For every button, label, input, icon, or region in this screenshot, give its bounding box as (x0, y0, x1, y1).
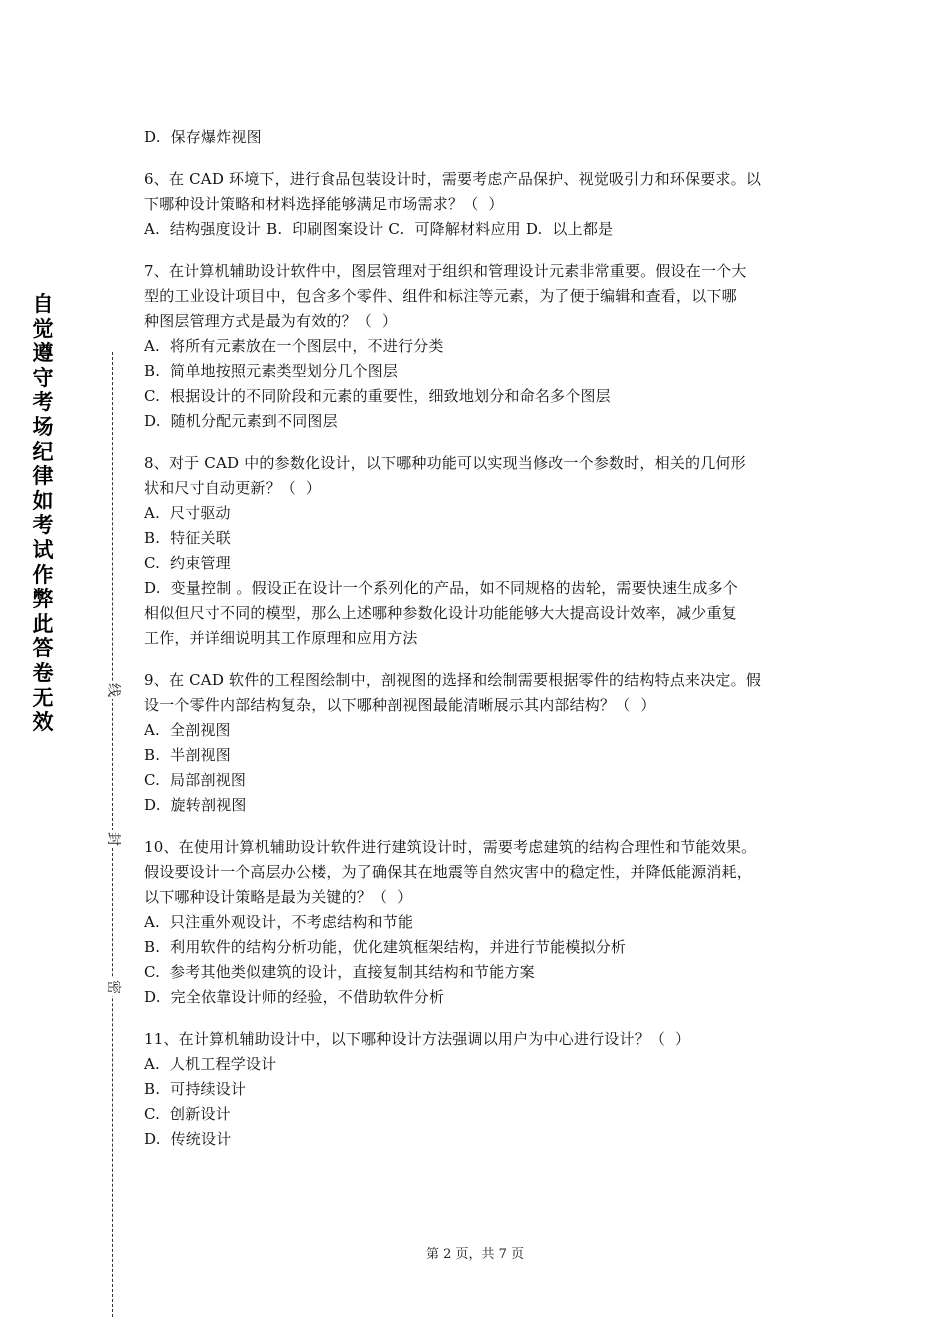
question-10 (144, 835, 814, 1010)
binding-label-secret: 密 (105, 980, 121, 994)
option-line: B. 简单地按照元素类型划分几个图层 (144, 362, 399, 380)
question-text-line: 状和尺寸自动更新？（ ） (144, 479, 322, 497)
option-line: C. 参考其他类似建筑的设计，直接复制其结构和节能方案 (144, 963, 535, 981)
option-line: D. 传统设计 (144, 1130, 232, 1148)
question-text-line: 工作，并详细说明其工作原理和应用方法 (144, 629, 418, 647)
question-text-line: 型的工业设计项目中，包含多个零件、组件和标注等元素，为了便于编辑和查看，以下哪 (144, 287, 737, 305)
exam-discipline-notice: 自 觉 遵 守 考 场 纪 律 如 考 试 作 弊 此 答 卷 无 效 (32, 292, 54, 735)
option-line: B. 特征关联 (144, 529, 231, 547)
option-line: A. 全剖视图 (144, 721, 231, 739)
option-line: B. 可持续设计 (144, 1080, 247, 1098)
binding-label-line: 线 (105, 683, 121, 697)
question-text-line: 以下哪种设计策略是最为关键的？（ ） (144, 888, 413, 906)
question-8 (144, 451, 814, 651)
option-line: B. 利用软件的结构分析功能，优化建筑框架结构，并进行节能模拟分析 (144, 938, 627, 956)
option-line: D. 变量控制 。假设正在设计一个系列化的产品，如不同规格的齿轮，需要快速生成多个 (144, 579, 738, 597)
question-text-line: 9、在 CAD 软件的工程图绘制中，剖视图的选择和绘制需要根据零件的结构特点来决定。假 (144, 671, 762, 689)
option-line: A. 尺寸驱动 (144, 504, 231, 522)
question-text-line: 相似但尺寸不同的模型，那么上述哪种参数化设计功能能够大大提高设计效率，减少重复 (144, 604, 737, 622)
question-text-line: 设一个零件内部结构复杂，以下哪种剖视图最能清晰展示其内部结构？（ ） (144, 696, 656, 714)
option-line: A. 结构强度设计 B. 印刷图案设计 C. 可降解材料应用 D. 以上都是 (144, 220, 614, 238)
question-text-line: 11、在计算机辅助设计中，以下哪种设计方法强调以用户为中心进行设计？（ ） (144, 1030, 691, 1048)
option-line: A. 人机工程学设计 (144, 1055, 277, 1073)
question-7 (144, 259, 814, 434)
option-line: D. 保存爆炸视图 (144, 128, 262, 146)
question-text-line: 8、对于 CAD 中的参数化设计，以下哪种功能可以实现当修改一个参数时，相关的几何形 (144, 454, 746, 472)
question-9 (144, 668, 814, 818)
question-5-tail (144, 125, 814, 150)
question-11 (144, 1027, 814, 1152)
page-number: 第 2 页，共 7 页 (425, 1247, 525, 1262)
option-line: C. 创新设计 (144, 1105, 231, 1123)
option-line: D. 随机分配元素到不同图层 (144, 412, 338, 430)
option-line: D. 旋转剖视图 (144, 796, 247, 814)
question-text-line: 6、在 CAD 环境下，进行食品包装设计时，需要考虑产品保护、视觉吸引力和环保要求。以 (144, 170, 762, 188)
option-line: D. 完全依靠设计师的经验，不借助软件分析 (144, 988, 445, 1006)
option-line: B. 半剖视图 (144, 746, 231, 764)
question-text-line: 种图层管理方式是最为有效的？（ ） (144, 312, 398, 330)
option-line: C. 约束管理 (144, 554, 231, 572)
question-text-line: 10、在使用计算机辅助设计软件进行建筑设计时，需要考虑建筑的结构合理性和节能效果。 (144, 838, 757, 856)
question-text-line: 假设要设计一个高层办公楼，为了确保其在地震等自然灾害中的稳定性，并降低能源消耗， (144, 863, 753, 881)
option-line: C. 局部剖视图 (144, 771, 247, 789)
question-text-line: 7、在计算机辅助设计软件中，图层管理对于组织和管理设计元素非常重要。假设在一个大 (144, 262, 747, 280)
option-line: C. 根据设计的不同阶段和元素的重要性，细致地划分和命名多个图层 (144, 387, 611, 405)
question-text-line: 下哪种设计策略和材料选择能够满足市场需求？（ ） (144, 195, 504, 213)
option-line: A. 将所有元素放在一个图层中，不进行分类 (144, 337, 444, 355)
binding-label-seal: 封 (105, 832, 121, 846)
question-6 (144, 167, 814, 242)
question-list (144, 125, 814, 1152)
option-line: A. 只注重外观设计，不考虑结构和节能 (144, 913, 414, 931)
